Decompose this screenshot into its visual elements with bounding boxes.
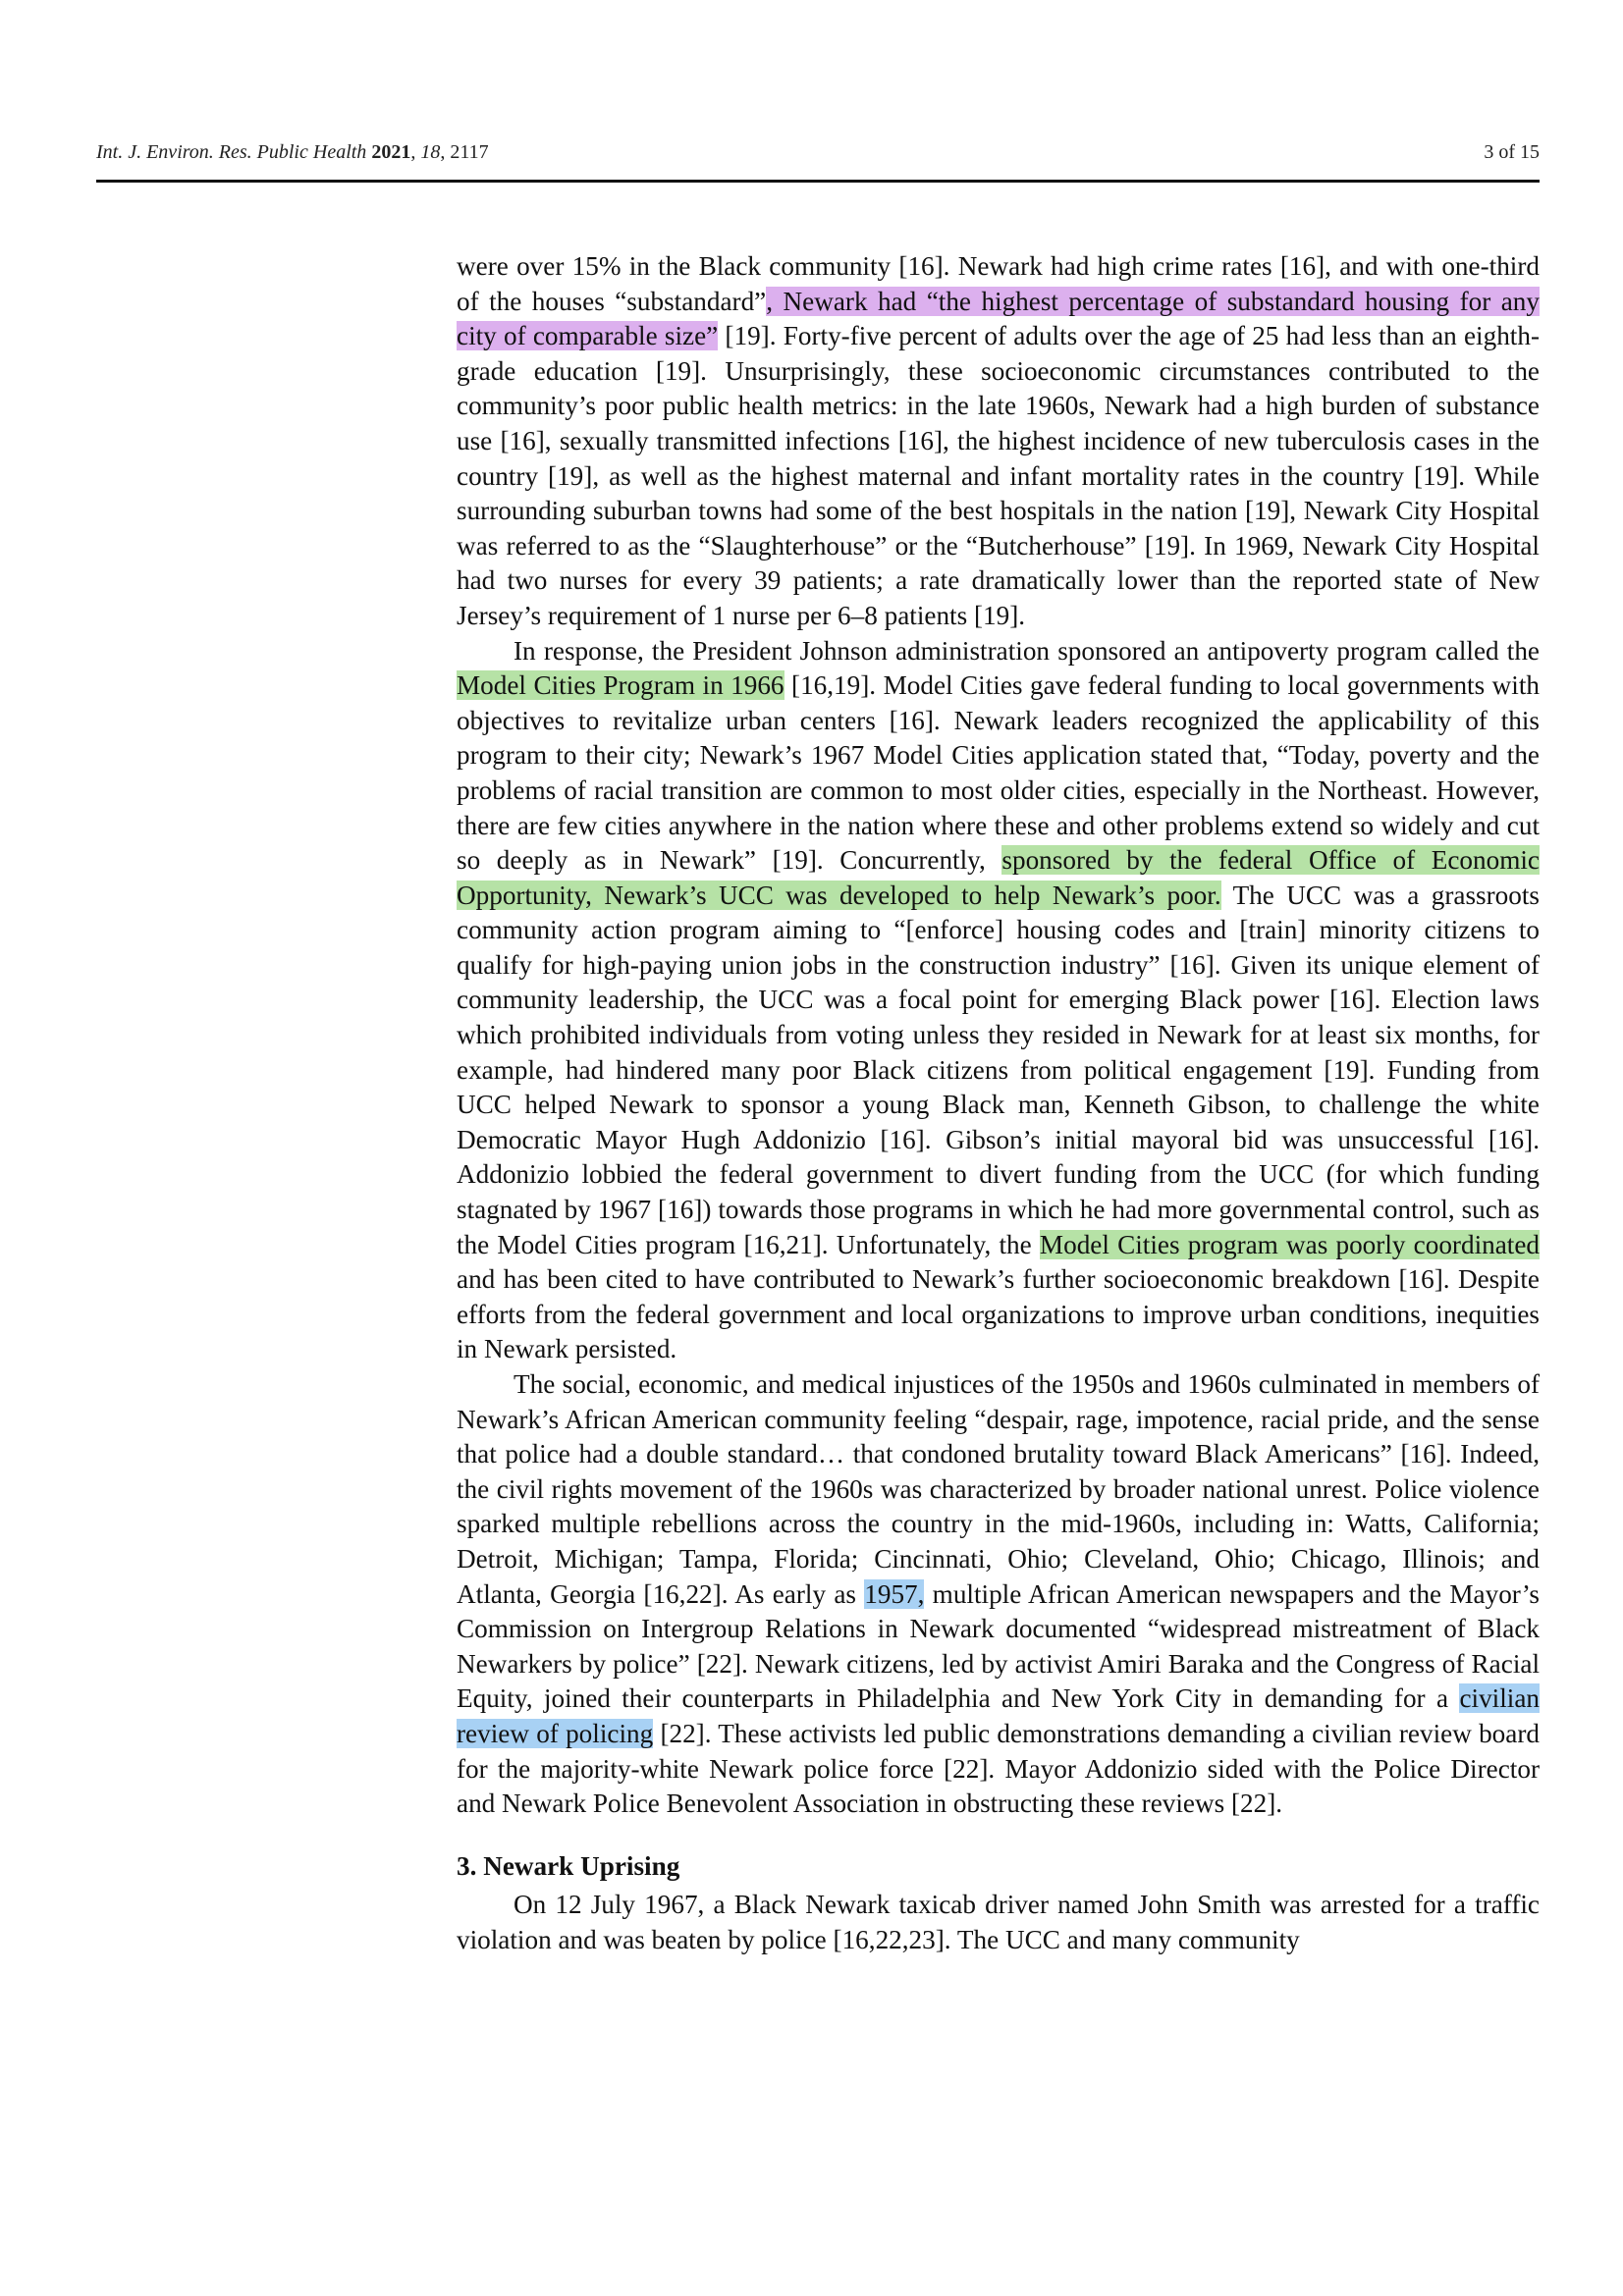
p3-text-2: multiple African American newspapers and the Mayor’s Commission on Intergroup Relations in Newark documented “widespread mistreatment of Black Newarkers by police” [22]. Newark citizens, led by activist Amiri Baraka and the Congress of Racial Equity, joined their counterparts in Philadelphia and New York City in demanding for a	[457, 1578, 1541, 1714]
highlight-green-3[interactable]: Model Cities program was poorly coordinated	[1039, 1229, 1541, 1259]
p2-text-2: [16,19]. Model Cities gave federal funding to local governments with objectives to revitalize urban centers [16]. Newark leaders recognized the applicability of this program to their city; Newark’s 1967 Model Cities application stated that, “Today, poverty and the problems of racial transition are common to most older cities, especially in the Northeast. However, there are few cities anywhere in the nation where these and other problems extend so widely and cut so deeply as in Newark” [19]. Concurrently,	[457, 670, 1541, 876]
p1-text-2: [19]. Forty-five percent of adults over the age of 25 had less than an eighth-grade education [19]. Unsurprisingly, these socioeconomic circumstances contributed to the community’s poor public health metrics: in the late 1960s, Newark had a high burden of substance use [16], sexually transmitted infections [16], the highest incidence of new tuberculosis cases in the country [19], as well as the highest maternal and infant mortality rates in the country [19]. While surrounding suburban towns had some of the best hospitals in the nation [19], Newark City Hospital was referred to as the “Slaughterhouse” or the “Butcherhouse” [19]. In 1969, Newark City Hospital had two nurses for every 39 patients; a rate dramatically lower than the reported state of New Jersey’s requirement of 1 nurse per 6–8 patients [19].	[457, 321, 1541, 630]
p2-text-4: and has been cited to have contributed to Newark’s further socioeconomic breakdown [16]. Despite efforts from the federal government and local organizations to improve urban conditions, inequities in Newark persisted.	[457, 1264, 1540, 1364]
body-text	[457, 249, 1540, 1958]
p3-text-3: [22]. These activists led public demonstrations demanding a civilian review board for the majority-white Newark police force [22]. Mayor Addonizio sided with the Police Director and Newark Police Benevolent Association in obstructing these reviews [22].	[457, 1718, 1540, 1819]
journal-citation: Int. J. Environ. Res. Public Health 2021, 18, 2117	[96, 141, 489, 163]
highlight-purple-1[interactable]: , Newark had “the highest percentage of substandard housing for any city of comparable size”	[457, 286, 1540, 351]
page-indicator: 3 of 15	[1484, 141, 1540, 163]
journal-volume: 18	[420, 141, 441, 163]
journal-year: 2021	[371, 141, 411, 163]
article-number: , 2117	[440, 141, 489, 163]
p3-text-1: The social, economic, and medical injustices of the 1950s and 1960s culminated in members of Newark’s African American community feeling “despair, rage, impotence, racial pride, and the sense that police had a double standard… that condoned brutality toward Black Americans” [16]. Indeed, the civil rights movement of the 1960s was characterized by broader national unrest. Police violence sparked multiple rebellions across the country in the mid-1960s, including in: Watts, California; Detroit, Michigan; Tampa, Florida; Cincinnati, Ohio; Cleveland, Ohio; Chicago, Illinois; and Atlanta, Georgia [16,22]. As early as	[457, 1369, 1540, 1609]
p2-text-3: The UCC was a grassroots community action program aiming to “[enforce] housing codes and [train] minority citizens to qualify for high-paying union jobs in the construction industry” [16]. Given its unique element of community leadership, the UCC was a focal point for emerging Black power [16]. Election laws which prohibited individuals from voting unless they resided in Newark for at least six months, for example, had hindered many poor Black citizens from political engagement [19]. Funding from UCC helped Newark to sponsor a young Black man, Kenneth Gibson, to challenge the white Democratic Mayor Hugh Addonizio [16]. Gibson’s initial mayoral bid was unsuccessful [16]. Addonizio lobbied the federal government to divert funding from the UCC (for which funding stagnated by 1967 [16]) towards those programs in which he had more governmental control, such as the Model Cities program [16,21]. Unfortunately, the	[457, 880, 1540, 1259]
paragraph-1	[457, 249, 1540, 634]
journal-name: Int. J. Environ. Res. Public Health	[96, 141, 367, 163]
paragraph-3	[457, 1367, 1540, 1822]
paragraph-2	[457, 634, 1540, 1367]
highlight-green-1[interactable]: Model Cities Program in 1966	[457, 670, 784, 701]
p2-text-1: In response, the President Johnson administration sponsored an antipoverty program called the	[514, 635, 1540, 666]
header-rule	[96, 180, 1540, 183]
p1-text-1: were over 15% in the Black community [16]. Newark had high crime rates [16], and with one-third of the houses “substandard”	[457, 251, 1540, 316]
highlight-blue-2[interactable]: civilian review of policing	[457, 1683, 1540, 1748]
highlight-blue-1[interactable]: 1957,	[864, 1578, 925, 1609]
highlight-green-2[interactable]: sponsored by the federal Office of Economic Opportunity, Newark’s UCC was developed to help Newark’s poor.	[457, 845, 1540, 910]
section-heading: 3. Newark Uprising	[457, 1850, 680, 1881]
section-3-paragraph-1: On 12 July 1967, a Black Newark taxicab driver named John Smith was arrested for a traffic violation and was beaten by police [16,22,23]. The UCC and many community	[457, 1890, 1540, 1954]
